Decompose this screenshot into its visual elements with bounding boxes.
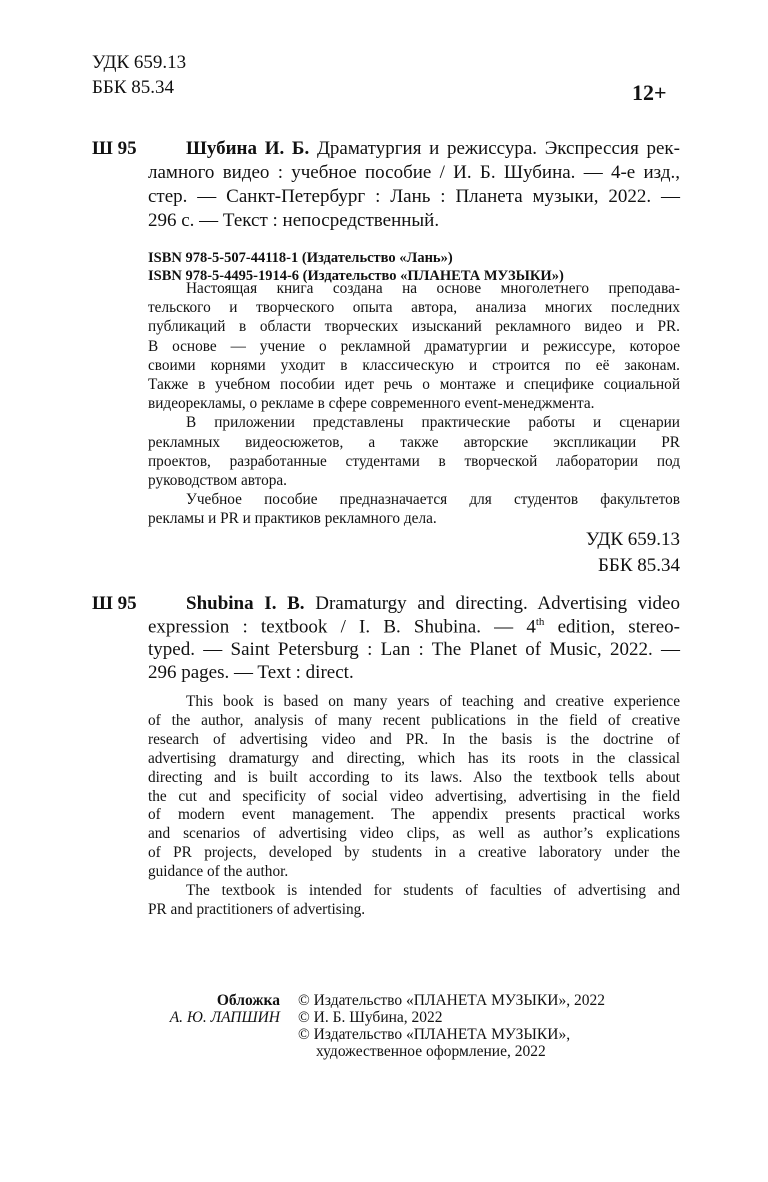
abstract-line: Настоящая книга создана на основе многолетнего преподава- — [186, 280, 680, 297]
abstract-line: of PR projects, developed by students in a creative laboratory under the — [148, 844, 680, 862]
copyright-line: © Издательство «ПЛАНЕТА МУЗЫКИ», 2022 — [298, 992, 605, 1009]
abstract-line: and scenarios of advertising video clips, as well as author’s explications — [148, 825, 680, 843]
abstract-line: the cut and specificity of social video advertising, advertising in the field — [148, 787, 680, 805]
abstract-line: of the author, analysis of many recent publications in the field of creative — [148, 711, 680, 729]
abstract-line: рекламных видеосюжетов, а также авторские экспликации PR — [148, 433, 680, 451]
abstract-line: of modern event management. The appendix presents practical works — [148, 806, 680, 824]
abstract-line: This book is based on many years of teaching and creative experience — [186, 693, 680, 710]
abstract-line: guidance of the author. — [148, 863, 289, 881]
abstract-line: видеорекламы, о рекламе в сфере современного event-менеджмента. — [148, 395, 595, 413]
isbn-lan: ISBN 978-5-507-44118-1 (Издательство «Лань») — [148, 250, 453, 266]
cover-artist: А. Ю. ЛАПШИН — [169, 1009, 280, 1026]
ru-bib-line: Шубина И. Б. Драматургия и режиссура. Экспрессия рек- — [186, 138, 680, 159]
abstract-line: проектов, разработанные студентами в творческой лаборатории под — [148, 452, 680, 470]
copyright-line: художественное оформление, 2022 — [316, 1043, 546, 1060]
cover-label: Обложка — [216, 992, 280, 1009]
en-bib-line: 296 pages. — Text : direct. — [148, 662, 354, 683]
en-author-sign: Ш 95 — [92, 593, 137, 614]
en-bib-line: Shubina I. B. Dramaturgy and directing. Advertising video — [186, 593, 680, 614]
age-rating: 12+ — [632, 80, 667, 105]
abstract-line: advertising dramaturgy and directing, which has its roots in the classical — [148, 749, 680, 767]
abstract-line: Также в учебном пособии идет речь о монтаже и специфике социальной — [148, 376, 680, 393]
ru-bib-line: ламного видео : учебное пособие / И. Б. Шубина. — 4-е изд., — [148, 162, 680, 183]
en-author: Shubina I. B. — [186, 593, 305, 614]
ru-bib-line: 296 с. — Текст : непосредственный. — [148, 210, 440, 231]
ru-bib-line: стер. — Санкт-Петербург : Лань : Планета музыки, 2022. — — [148, 186, 680, 207]
abstract-line: PR and practitioners of advertising. — [148, 900, 366, 918]
abstract-line: Учебное пособие предназначается для студентов факультетов — [186, 491, 680, 509]
abstract-line: The textbook is intended for students of faculties of advertising and — [186, 882, 680, 899]
ru-bbk: ББК 85.34 — [598, 555, 680, 576]
abstract-line: публикаций в области творческих изысканий рекламного видео и PR. — [148, 318, 680, 336]
copyright-line: © Издательство «ПЛАНЕТА МУЗЫКИ», — [298, 1026, 571, 1043]
abstract-line: руководством автора. — [148, 472, 287, 489]
abstract-line: В приложении представлены практические работы и сценарии — [186, 414, 680, 432]
udk-code: УДК 659.13 — [92, 52, 187, 73]
bbk-code: ББК 85.34 — [92, 77, 174, 98]
copyright-line: © И. Б. Шубина, 2022 — [298, 1009, 443, 1026]
abstract-line: directing and is built according to its laws. Also the textbook tells about — [148, 768, 680, 786]
ru-author-sign: Ш 95 — [92, 138, 137, 159]
abstract-line: рекламы и PR и практиков рекламного дела. — [148, 510, 437, 528]
abstract-line: research of advertising video and PR. In the basis is the doctrine of — [148, 730, 680, 748]
abstract-line: В основе — учение о рекламной драматургии и режиссуре, которое — [148, 337, 680, 355]
abstract-line: тельского и творческого опыта автора, анализа многих последних — [148, 299, 680, 317]
ru-author: Шубина И. Б. — [186, 138, 310, 159]
en-bib-line: typed. — Saint Petersburg : Lan : The Planet of Music, 2022. — — [148, 639, 680, 660]
isbn-planeta: ISBN 978-5-4495-1914-6 (Издательство «ПЛАНЕТА МУЗЫКИ») — [148, 268, 564, 284]
abstract-line: своими корнями уходит в классическую и строится по её законам. — [148, 356, 680, 374]
ru-udk: УДК 659.13 — [585, 529, 680, 550]
en-bib-line: expression : textbook / I. B. Shubina. — 4th edition, stereo- — [148, 616, 680, 638]
